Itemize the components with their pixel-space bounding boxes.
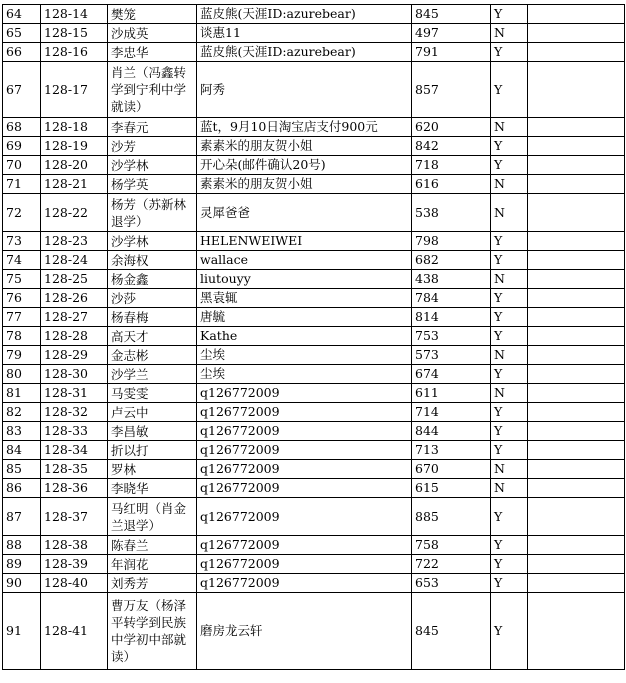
row-number-cell: 89	[3, 555, 41, 574]
blank-cell	[528, 384, 625, 403]
student-name-cell: 刘秀芳	[108, 574, 197, 593]
student-code-cell: 128-15	[41, 24, 108, 43]
student-name-cell: 沙成英	[108, 24, 197, 43]
amount-cell: 798	[412, 232, 491, 251]
blank-cell	[528, 498, 625, 536]
row-number-cell: 66	[3, 43, 41, 62]
student-name-cell: 杨金鑫	[108, 270, 197, 289]
amount-cell: 758	[412, 536, 491, 555]
donor-cell: 唐毓	[197, 308, 412, 327]
status-flag-cell: N	[491, 460, 528, 479]
donor-cell: 蓝皮熊(天涯ID:azurebear)	[197, 5, 412, 24]
status-flag-cell: Y	[491, 555, 528, 574]
amount-cell: 573	[412, 346, 491, 365]
row-number-cell: 77	[3, 308, 41, 327]
donor-cell: q126772009	[197, 422, 412, 441]
blank-cell	[528, 574, 625, 593]
status-flag-cell: Y	[491, 441, 528, 460]
amount-cell: 497	[412, 24, 491, 43]
student-name-cell: 沙学兰	[108, 365, 197, 384]
student-code-cell: 128-31	[41, 384, 108, 403]
blank-cell	[528, 422, 625, 441]
donor-cell: q126772009	[197, 536, 412, 555]
table-row	[3, 308, 625, 327]
status-flag-cell: Y	[491, 327, 528, 346]
table-row	[3, 43, 625, 62]
row-number-cell: 85	[3, 460, 41, 479]
student-code-cell: 128-32	[41, 403, 108, 422]
student-code-cell: 128-28	[41, 327, 108, 346]
status-flag-cell: Y	[491, 232, 528, 251]
student-code-cell: 128-16	[41, 43, 108, 62]
blank-cell	[528, 118, 625, 137]
student-name-cell: 折以打	[108, 441, 197, 460]
table-row	[3, 498, 625, 536]
table-row	[3, 593, 625, 670]
amount-cell: 814	[412, 308, 491, 327]
donor-cell: 开心朵(邮件确认20号)	[197, 156, 412, 175]
donor-cell: 谈惠11	[197, 24, 412, 43]
row-number-cell: 81	[3, 384, 41, 403]
row-number-cell: 67	[3, 62, 41, 118]
donor-cell: q126772009	[197, 574, 412, 593]
student-code-cell: 128-40	[41, 574, 108, 593]
student-code-cell: 128-18	[41, 118, 108, 137]
amount-cell: 791	[412, 43, 491, 62]
status-flag-cell: N	[491, 479, 528, 498]
status-flag-cell: N	[491, 118, 528, 137]
status-flag-cell: Y	[491, 251, 528, 270]
amount-cell: 538	[412, 194, 491, 232]
blank-cell	[528, 62, 625, 118]
blank-cell	[528, 346, 625, 365]
student-name-cell: 年润花	[108, 555, 197, 574]
student-code-cell: 128-25	[41, 270, 108, 289]
student-code-cell: 128-33	[41, 422, 108, 441]
student-name-cell: 李晓华	[108, 479, 197, 498]
blank-cell	[528, 232, 625, 251]
amount-cell: 845	[412, 5, 491, 24]
table-row	[3, 270, 625, 289]
donor-cell: Kathe	[197, 327, 412, 346]
amount-cell: 753	[412, 327, 491, 346]
donor-cell: q126772009	[197, 460, 412, 479]
donor-cell: 阿秀	[197, 62, 412, 118]
row-number-cell: 80	[3, 365, 41, 384]
donor-cell: wallace	[197, 251, 412, 270]
student-name-cell: 杨学英	[108, 175, 197, 194]
blank-cell	[528, 327, 625, 346]
table-row	[3, 232, 625, 251]
student-name-cell: 杨春梅	[108, 308, 197, 327]
table-row	[3, 175, 625, 194]
amount-cell: 845	[412, 593, 491, 670]
table-row	[3, 118, 625, 137]
student-code-cell: 128-19	[41, 137, 108, 156]
donor-cell: liutouyy	[197, 270, 412, 289]
blank-cell	[528, 536, 625, 555]
table-row	[3, 422, 625, 441]
amount-cell: 844	[412, 422, 491, 441]
blank-cell	[528, 270, 625, 289]
table-row	[3, 441, 625, 460]
blank-cell	[528, 137, 625, 156]
blank-cell	[528, 251, 625, 270]
row-number-cell: 91	[3, 593, 41, 670]
donor-cell: 素素米的朋友贺小姐	[197, 175, 412, 194]
student-name-cell: 李春元	[108, 118, 197, 137]
blank-cell	[528, 289, 625, 308]
student-code-cell: 128-30	[41, 365, 108, 384]
blank-cell	[528, 403, 625, 422]
table-row	[3, 555, 625, 574]
donor-cell: 尘埃	[197, 346, 412, 365]
row-number-cell: 84	[3, 441, 41, 460]
student-code-cell: 128-20	[41, 156, 108, 175]
amount-cell: 722	[412, 555, 491, 574]
status-flag-cell: Y	[491, 156, 528, 175]
student-code-cell: 128-39	[41, 555, 108, 574]
student-code-cell: 128-36	[41, 479, 108, 498]
table-row	[3, 5, 625, 24]
student-code-cell: 128-21	[41, 175, 108, 194]
status-flag-cell: N	[491, 384, 528, 403]
blank-cell	[528, 43, 625, 62]
donor-cell: 尘埃	[197, 365, 412, 384]
student-code-cell: 128-26	[41, 289, 108, 308]
blank-cell	[528, 479, 625, 498]
row-number-cell: 87	[3, 498, 41, 536]
status-flag-cell: Y	[491, 593, 528, 670]
student-code-cell: 128-17	[41, 62, 108, 118]
student-name-cell: 余海权	[108, 251, 197, 270]
table-row	[3, 365, 625, 384]
blank-cell	[528, 24, 625, 43]
table-row	[3, 403, 625, 422]
amount-cell: 670	[412, 460, 491, 479]
donor-cell: 黑袁辄	[197, 289, 412, 308]
row-number-cell: 79	[3, 346, 41, 365]
student-name-cell: 杨芳（苏新林退学）	[108, 194, 197, 232]
table-row	[3, 194, 625, 232]
student-code-cell: 128-38	[41, 536, 108, 555]
student-name-cell: 李忠华	[108, 43, 197, 62]
student-name-cell: 卢云中	[108, 403, 197, 422]
student-code-cell: 128-22	[41, 194, 108, 232]
status-flag-cell: Y	[491, 574, 528, 593]
row-number-cell: 82	[3, 403, 41, 422]
student-name-cell: 马雯雯	[108, 384, 197, 403]
table-row	[3, 574, 625, 593]
row-number-cell: 86	[3, 479, 41, 498]
student-name-cell: 马红明（肖金兰退学）	[108, 498, 197, 536]
status-flag-cell: N	[491, 24, 528, 43]
donor-cell: 磨房龙云轩	[197, 593, 412, 670]
donor-cell: q126772009	[197, 403, 412, 422]
donation-table	[2, 4, 625, 670]
donor-cell: q126772009	[197, 384, 412, 403]
student-name-cell: 沙芳	[108, 137, 197, 156]
amount-cell: 674	[412, 365, 491, 384]
amount-cell: 784	[412, 289, 491, 308]
student-code-cell: 128-14	[41, 5, 108, 24]
row-number-cell: 68	[3, 118, 41, 137]
blank-cell	[528, 5, 625, 24]
status-flag-cell: N	[491, 270, 528, 289]
amount-cell: 616	[412, 175, 491, 194]
student-name-cell: 樊笼	[108, 5, 197, 24]
blank-cell	[528, 460, 625, 479]
table-row	[3, 156, 625, 175]
student-code-cell: 128-41	[41, 593, 108, 670]
row-number-cell: 70	[3, 156, 41, 175]
status-flag-cell: Y	[491, 498, 528, 536]
donor-cell: q126772009	[197, 479, 412, 498]
row-number-cell: 73	[3, 232, 41, 251]
table-row	[3, 479, 625, 498]
blank-cell	[528, 365, 625, 384]
blank-cell	[528, 175, 625, 194]
blank-cell	[528, 194, 625, 232]
blank-cell	[528, 593, 625, 670]
row-number-cell: 88	[3, 536, 41, 555]
blank-cell	[528, 308, 625, 327]
status-flag-cell: N	[491, 175, 528, 194]
student-code-cell: 128-23	[41, 232, 108, 251]
amount-cell: 713	[412, 441, 491, 460]
amount-cell: 615	[412, 479, 491, 498]
student-name-cell: 金志彬	[108, 346, 197, 365]
status-flag-cell: N	[491, 194, 528, 232]
student-code-cell: 128-35	[41, 460, 108, 479]
row-number-cell: 64	[3, 5, 41, 24]
student-name-cell: 陈春兰	[108, 536, 197, 555]
student-code-cell: 128-37	[41, 498, 108, 536]
amount-cell: 857	[412, 62, 491, 118]
status-flag-cell: Y	[491, 62, 528, 118]
row-number-cell: 90	[3, 574, 41, 593]
row-number-cell: 78	[3, 327, 41, 346]
blank-cell	[528, 156, 625, 175]
student-name-cell: 曹万友（杨泽平转学到民族中学初中部就读）	[108, 593, 197, 670]
status-flag-cell: Y	[491, 289, 528, 308]
donor-cell: 灵犀爸爸	[197, 194, 412, 232]
table-row	[3, 62, 625, 118]
status-flag-cell: Y	[491, 365, 528, 384]
blank-cell	[528, 441, 625, 460]
table-row	[3, 346, 625, 365]
status-flag-cell: Y	[491, 5, 528, 24]
student-name-cell: 沙学林	[108, 232, 197, 251]
student-name-cell: 高天才	[108, 327, 197, 346]
amount-cell: 438	[412, 270, 491, 289]
donor-cell: q126772009	[197, 441, 412, 460]
status-flag-cell: Y	[491, 308, 528, 327]
row-number-cell: 69	[3, 137, 41, 156]
table-row	[3, 460, 625, 479]
table-row	[3, 137, 625, 156]
amount-cell: 714	[412, 403, 491, 422]
status-flag-cell: Y	[491, 43, 528, 62]
row-number-cell: 83	[3, 422, 41, 441]
amount-cell: 620	[412, 118, 491, 137]
row-number-cell: 75	[3, 270, 41, 289]
donor-cell: q126772009	[197, 498, 412, 536]
table-row	[3, 24, 625, 43]
student-name-cell: 沙莎	[108, 289, 197, 308]
amount-cell: 842	[412, 137, 491, 156]
amount-cell: 611	[412, 384, 491, 403]
row-number-cell: 76	[3, 289, 41, 308]
row-number-cell: 74	[3, 251, 41, 270]
amount-cell: 653	[412, 574, 491, 593]
table-row	[3, 289, 625, 308]
student-name-cell: 沙学林	[108, 156, 197, 175]
donor-cell: HELENWEIWEI	[197, 232, 412, 251]
student-name-cell: 李昌敏	[108, 422, 197, 441]
status-flag-cell: Y	[491, 137, 528, 156]
donor-cell: 蓝t，9月10日淘宝店支付900元	[197, 118, 412, 137]
table-row	[3, 536, 625, 555]
table-row	[3, 327, 625, 346]
student-name-cell: 罗林	[108, 460, 197, 479]
row-number-cell: 71	[3, 175, 41, 194]
amount-cell: 682	[412, 251, 491, 270]
row-number-cell: 72	[3, 194, 41, 232]
student-name-cell: 肖兰（冯鑫转学到宁利中学就读）	[108, 62, 197, 118]
student-code-cell: 128-34	[41, 441, 108, 460]
status-flag-cell: Y	[491, 422, 528, 441]
status-flag-cell: Y	[491, 536, 528, 555]
blank-cell	[528, 555, 625, 574]
donor-cell: 素素米的朋友贺小姐	[197, 137, 412, 156]
status-flag-cell: N	[491, 346, 528, 365]
donor-cell: q126772009	[197, 555, 412, 574]
amount-cell: 718	[412, 156, 491, 175]
student-code-cell: 128-29	[41, 346, 108, 365]
donor-cell: 蓝皮熊(天涯ID:azurebear)	[197, 43, 412, 62]
student-code-cell: 128-27	[41, 308, 108, 327]
table-row	[3, 251, 625, 270]
row-number-cell: 65	[3, 24, 41, 43]
status-flag-cell: Y	[491, 403, 528, 422]
amount-cell: 885	[412, 498, 491, 536]
table-row	[3, 384, 625, 403]
student-code-cell: 128-24	[41, 251, 108, 270]
